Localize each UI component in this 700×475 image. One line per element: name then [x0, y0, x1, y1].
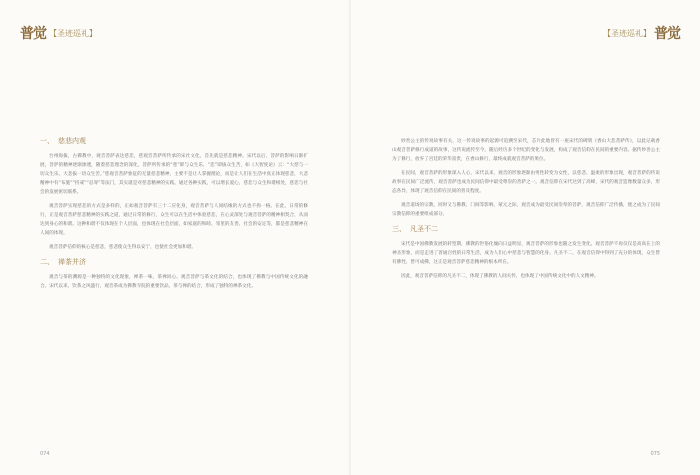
- paragraph: 在民间，观音菩萨的形象深入人心，宋代以来，观音的形象逐渐由男性转变为女性，以慈悲、温柔的形象出现，观音菩萨的传说故事在民间广泛流传，观音菩萨也成为民间信仰中最受尊崇的菩萨之一。观音信仰在宋代达到了高峰，宋代的观音造像数量众多，形态各异，体现了观音信仰在民间的普及程度。: [392, 171, 660, 194]
- paragraph: 因此，观音菩萨信仰的凡圣不二，体现了佛教的人间关怀，也体现了中国传统文化中的人文精神。: [401, 274, 599, 279]
- paragraph: 台州海拔，古佛教中，观音菩萨表达慈悲，慈观音菩萨所传承的宋社文化，首先就是慈悲精神。宋代以后，菩萨的影响日渐扩展，菩萨的精神逐渐渗透，随着慈悲理念的深化，菩萨所传承的“慈”即与众生乐，“悲”即拔众生苦，如《大智度论》云：“大慈与一切众生乐，大悲拔一切众生苦。”慈观音菩萨象征的无量慈悲精神，主要不是让人掌握理论，而是让人们在生活中真正体现慈悲，大悲精神中有“布施”“持戒”“忍辱”等法门，其实就是对慈悲精神的实践。通过各种实践，可以增长爱心，慈悲与众生和谐相处，慈悲与社会的发展密切联系。: [40, 154, 308, 195]
- section-heading: 二、 禅茶并济: [40, 258, 86, 266]
- paragraph: 观音菩萨信仰的核心是慈悲，慈悲使众生得以安宁，也使社会更加和谐。: [49, 245, 197, 250]
- paragraph: 观音道场的宗教，同时又与佛教、门闾等影响，蒙元之际，观音成为最受民间崇奉的菩萨，观音信仰广泛传播，使之成为了民间宗教信仰的重要组成部分。: [392, 203, 660, 217]
- running-header: [20, 23, 100, 43]
- publication-logo: 普觉: [20, 26, 46, 42]
- page-number: 075: [650, 451, 660, 457]
- right-page: [350, 0, 700, 475]
- section-label: 【圣迹巡礼】: [603, 28, 651, 38]
- running-header: [600, 23, 680, 43]
- section-heading: 一、 慈悲内观: [40, 137, 86, 145]
- page-content: [40, 136, 308, 296]
- paragraph: 观音与茶的渊源是一种独特的文化现象，禅茶一味，茶禅同心。观音菩萨与茶文化的结合，也体现了佛教与中国传统文化的融合。宋代以来，饮茶之风盛行，观音茶成为佛教寺院的重要饮品，茶与禅的结合，形成了独特的禅茶文化。: [40, 275, 308, 289]
- publication-logo: 普觉: [654, 26, 680, 42]
- paragraph: 宋代是中国佛教发展的转型期，佛教的世俗化倾向日益明显，观音菩萨的形象也随之发生变化。观音菩萨不再仅仅是高高在上的神圣形象，而是走进了普通百姓的日常生活，成为人们心中慈悲与智慧的化身。凡圣不二，在观音信仰中得到了充分的体现，众生皆有佛性，皆可成佛，这正是观音菩萨慈悲精神的根本所在。: [392, 242, 660, 265]
- paragraph: 观音菩萨实现慈悲的方式是多样的，正如观音菩萨有三十二应化身，观音菩萨与人间结缘的方式也不拘一格。在此，日常的修行，正是观音菩萨慈悲精神的实践之道，通过日常的修行，众生可以在生活中体验慈悲，在心灵深处与观音菩萨的精神相契合，从而达到身心的和谐。这种和谐不仅体现在个人层面，也体现在社会层面，如家庭的和睦、邻里的友善、社会的安定等，都是慈悲精神在人间的体现。: [40, 204, 308, 236]
- page-number: 074: [40, 451, 50, 457]
- section-heading: 三、 凡圣不二: [392, 225, 438, 233]
- page-content: [392, 137, 660, 286]
- section-label: 【圣迹巡礼】: [49, 28, 97, 38]
- paragraph: 妙善公主的传说故事有关，这一传说故事的起源可追溯至宋代，芯片此地曾有一座宋代的碑刻《香山大悲菩萨传》，以此记载香山观音菩萨修行成道的故事，这传说流传至今，随后经历多个世纪的变化与发展，构成了观音信仰在民间的重要内容。据传妙善公主为了修行，放弃了宫廷的荣华富贵，在香山修行，最终成就观音菩萨的果位。: [392, 139, 660, 162]
